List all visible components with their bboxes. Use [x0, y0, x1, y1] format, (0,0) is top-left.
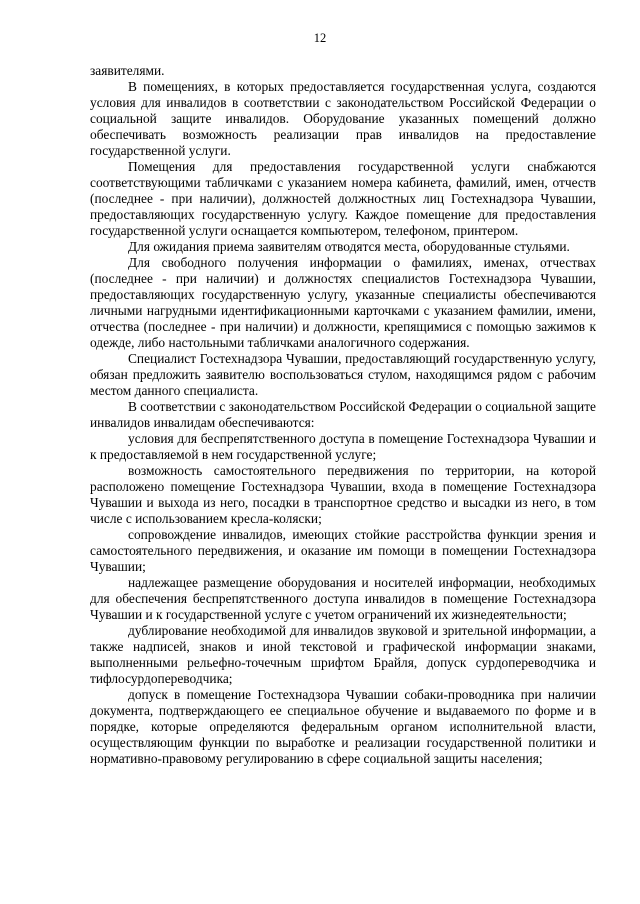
list-item-escort: сопровождение инвалидов, имеющих стойкие расстройства функции зрения и самостоятельного передвижения, и оказание им помощи в помещении Гостехнадзора Чувашии; [90, 527, 596, 574]
paragraph-premises-conditions: В помещениях, в которых предоставляется государственная услуга, создаются условия для инвалидов в соответствии с законодательством Российской Федерации о социальной защите инвалидов. Оборудование указанных помещений должно обеспечивать возможность реализации прав инвалидов на предоставление государственной услуги. [90, 79, 596, 158]
paragraph-specialist-duty: Специалист Гостехнадзора Чувашии, предоставляющий государственную услугу, обязан предложить заявителю воспользоваться стулом, находящимся рядом с рабочим местом данного специалиста. [90, 351, 596, 398]
list-item-movement: возможность самостоятельного передвижения по территории, на которой расположено помещение Гостехнадзора Чувашии, входа в помещение Гостехнадзора Чувашии и выхода из него, посадки в транспортное средство и высадки из него, в том числе с использованием кресла-коляски; [90, 463, 596, 526]
list-item-information-duplication: дублирование необходимой для инвалидов звуковой и зрительной информации, а также надписей, знаков и иной текстовой и графической информации знаками, выполненными рельефно-точечным шрифтом Брайля, допуск сурдопереводчика и тифлосурдопереводчика; [90, 623, 596, 686]
body-text [90, 63, 596, 767]
list-item-access-conditions: условия для беспрепятственного доступа в помещение Гостехнадзора Чувашии и к предоставляемой в нем государственной услуге; [90, 431, 596, 462]
list-item-equipment-placement: надлежащее размещение оборудования и носителей информации, необходимых для обеспечения беспрепятственного доступа инвалидов в помещение Гостехнадзора Чувашии и к государственной услуге с учетом ограничений их жизнедеятельности; [90, 575, 596, 622]
paragraph-premises-signage: Помещения для предоставления государственной услуги снабжаются соответствующими табличками с указанием номера кабинета, фамилий, имен, отчеств (последнее - при наличии), должностей должностных лиц Гостехнадзора Чувашии, предоставляющих государственную услугу. Каждое помещение для предоставления государственной услуги оснащается компьютером, телефоном, принтером. [90, 159, 596, 238]
paragraph-disabled-provisions-intro: В соответствии с законодательством Российской Федерации о социальной защите инвалидов инвалидам обеспечиваются: [90, 399, 596, 430]
paragraph-waiting-area: Для ожидания приема заявителям отводятся места, оборудованные стульями. [128, 239, 570, 254]
paragraph-continuation: заявителями. [90, 63, 165, 78]
page-number: 12 [313, 31, 327, 45]
paragraph-identification-cards: Для свободного получения информации о фамилиях, именах, отчествах (последнее - при наличии) и должностях специалистов Гостехнадзора Чувашии, предоставляющих государственную услугу, указанные специалисты обеспечиваются личными нагрудными идентификационными карточками с указанием фамилии, имени, отчества (последнее - при наличии) и должности, крепящимися с помощью зажимов к одежде, либо настольными табличками аналогичного содержания. [90, 255, 596, 350]
list-item-guide-dog: допуск в помещение Гостехнадзора Чувашии собаки-проводника при наличии документа, подтверждающего ее специальное обучение и выдаваемого по форме и в порядке, которые определяются федеральным органом исполнительной власти, осуществляющим функции по выработке и реализации государственной политики и нормативно-правовому регулированию в сфере социальной защиты населения; [90, 687, 596, 766]
